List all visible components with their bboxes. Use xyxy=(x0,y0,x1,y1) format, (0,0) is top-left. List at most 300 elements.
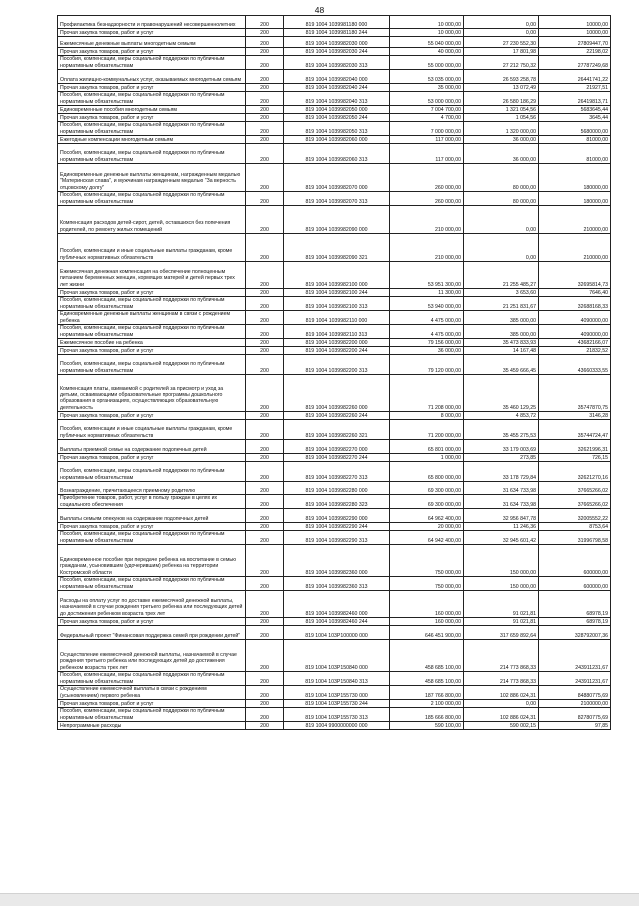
row-name-cell: Единовременные пособия многодетным семьям xyxy=(58,106,246,114)
executed-amount-cell: 32 956 847,78 xyxy=(464,509,539,523)
table-row xyxy=(58,234,611,262)
budget-classification-code-cell: 819 1004 1039982260 244 xyxy=(284,412,390,420)
executed-amount-cell: 590 002,15 xyxy=(464,722,539,730)
table-row xyxy=(58,16,611,29)
admin-code-cell: 200 xyxy=(246,206,284,234)
table-row xyxy=(58,355,611,375)
table-row xyxy=(58,262,611,289)
table-row xyxy=(58,640,611,672)
table-row xyxy=(58,523,611,531)
approved-amount-cell: 11 300,00 xyxy=(390,289,464,297)
table-row xyxy=(58,686,611,700)
admin-code-cell: 200 xyxy=(246,591,284,618)
executed-amount-cell: 0,00 xyxy=(464,206,539,234)
unexecuted-amount-cell: 81000,00 xyxy=(539,136,611,144)
approved-amount-cell: 55 040 000,00 xyxy=(390,37,464,48)
unexecuted-amount-cell: 31996798,58 xyxy=(539,531,611,545)
unexecuted-amount-cell: 5680000,00 xyxy=(539,122,611,136)
executed-amount-cell: 150 000,00 xyxy=(464,545,539,577)
row-name-cell: Пособия, компенсации, меры социальной поддержки по публичным нормативным обязательствам xyxy=(58,92,246,106)
approved-amount-cell: 187 766 800,00 xyxy=(390,686,464,700)
budget-classification-code-cell: 819 1004 1039982110 000 xyxy=(284,311,390,325)
unexecuted-amount-cell: 43660333,55 xyxy=(539,355,611,375)
budget-classification-code-cell: 819 1004 1039982270 000 xyxy=(284,440,390,454)
table-row xyxy=(58,454,611,462)
page-number: 48 xyxy=(314,5,325,15)
table-row xyxy=(58,144,611,164)
row-name-cell: Пособия, компенсации, меры социальной поддержки по публичным нормативным обязательствам xyxy=(58,672,246,686)
table-row xyxy=(58,412,611,420)
unexecuted-amount-cell: 26441741,22 xyxy=(539,70,611,84)
executed-amount-cell: 26 580 186,29 xyxy=(464,92,539,106)
unexecuted-amount-cell: 37665266,02 xyxy=(539,495,611,509)
budget-classification-code-cell: 819 1004 1039982460 000 xyxy=(284,591,390,618)
unexecuted-amount-cell: 600000,00 xyxy=(539,577,611,591)
table-row xyxy=(58,297,611,311)
executed-amount-cell: 21 255 485,27 xyxy=(464,262,539,289)
admin-code-cell: 200 xyxy=(246,412,284,420)
budget-classification-code-cell: 819 1004 1039982050 000 xyxy=(284,106,390,114)
admin-code-cell: 200 xyxy=(246,700,284,708)
unexecuted-amount-cell: 10000,00 xyxy=(539,16,611,29)
unexecuted-amount-cell: 32695814,73 xyxy=(539,262,611,289)
approved-amount-cell: 4 475 000,00 xyxy=(390,325,464,339)
table-body xyxy=(58,16,611,730)
row-name-cell: Профилактика безнадзорности и правонарушений несовершеннолетних xyxy=(58,16,246,29)
scan-bottom-edge xyxy=(0,893,639,906)
executed-amount-cell: 317 659 892,64 xyxy=(464,626,539,640)
row-name-cell: Прочая закупка товаров, работ и услуг xyxy=(58,114,246,122)
budget-classification-code-cell: 819 1004 1039982200 000 xyxy=(284,339,390,347)
budget-execution-table xyxy=(57,15,611,730)
budget-classification-code-cell: 819 1004 1039982260 000 xyxy=(284,375,390,412)
table-row xyxy=(58,206,611,234)
table-row xyxy=(58,347,611,355)
budget-classification-code-cell: 819 1004 1039982040 313 xyxy=(284,92,390,106)
approved-amount-cell: 10 000,00 xyxy=(390,29,464,37)
admin-code-cell: 200 xyxy=(246,375,284,412)
table-row xyxy=(58,56,611,70)
table-row xyxy=(58,577,611,591)
approved-amount-cell: 65 800 000,00 xyxy=(390,462,464,482)
budget-classification-code-cell: 819 1004 103P100000 000 xyxy=(284,626,390,640)
approved-amount-cell: 750 000,00 xyxy=(390,577,464,591)
admin-code-cell: 200 xyxy=(246,440,284,454)
budget-classification-code-cell: 819 1004 1039982090 000 xyxy=(284,206,390,234)
approved-amount-cell: 4 700,00 xyxy=(390,114,464,122)
admin-code-cell: 200 xyxy=(246,164,284,192)
approved-amount-cell: 260 000,00 xyxy=(390,192,464,206)
row-name-cell: Прочая закупка товаров, работ и услуг xyxy=(58,618,246,626)
table-row xyxy=(58,136,611,144)
executed-amount-cell: 35 473 833,93 xyxy=(464,339,539,347)
table-row xyxy=(58,440,611,454)
unexecuted-amount-cell: 43682166,07 xyxy=(539,339,611,347)
unexecuted-amount-cell: 600000,00 xyxy=(539,545,611,577)
row-name-cell: Вознаграждение, причитающееся приемному родителю xyxy=(58,482,246,495)
unexecuted-amount-cell: 180000,00 xyxy=(539,164,611,192)
executed-amount-cell: 17 801,98 xyxy=(464,48,539,56)
unexecuted-amount-cell: 68978,19 xyxy=(539,618,611,626)
admin-code-cell: 200 xyxy=(246,234,284,262)
approved-amount-cell: 646 451 900,00 xyxy=(390,626,464,640)
admin-code-cell: 200 xyxy=(246,577,284,591)
executed-amount-cell: 80 000,00 xyxy=(464,192,539,206)
row-name-cell: Оплата жилищно-коммунальных услуг, оказываемых многодетным семьям xyxy=(58,70,246,84)
approved-amount-cell: 10 000,00 xyxy=(390,16,464,29)
budget-classification-code-cell: 819 1004 1039982030 000 xyxy=(284,37,390,48)
table-row xyxy=(58,192,611,206)
unexecuted-amount-cell: 68978,19 xyxy=(539,591,611,618)
row-name-cell: Пособия, компенсации, меры социальной поддержки по публичным нормативным обязательствам xyxy=(58,462,246,482)
executed-amount-cell: 0,00 xyxy=(464,700,539,708)
unexecuted-amount-cell: 27809447,70 xyxy=(539,37,611,48)
budget-classification-code-cell: 819 1004 1039982260 321 xyxy=(284,420,390,440)
admin-code-cell: 200 xyxy=(246,84,284,92)
table-row xyxy=(58,420,611,440)
budget-classification-code-cell: 819 1004 1039982030 244 xyxy=(284,48,390,56)
admin-code-cell: 200 xyxy=(246,289,284,297)
row-name-cell: Прочая закупка товаров, работ и услуг xyxy=(58,523,246,531)
admin-code-cell: 200 xyxy=(246,523,284,531)
executed-amount-cell: 102 886 024,31 xyxy=(464,708,539,722)
budget-classification-code-cell: 819 1004 1039982270 244 xyxy=(284,454,390,462)
unexecuted-amount-cell: 32621996,31 xyxy=(539,440,611,454)
table-row xyxy=(58,70,611,84)
row-name-cell: Ежегодные компенсации многодетным семьям xyxy=(58,136,246,144)
unexecuted-amount-cell: 21832,52 xyxy=(539,347,611,355)
admin-code-cell: 200 xyxy=(246,297,284,311)
unexecuted-amount-cell: 4090000,00 xyxy=(539,325,611,339)
budget-classification-code-cell: 819 1004 1039982280 000 xyxy=(284,482,390,495)
executed-amount-cell: 36 000,00 xyxy=(464,144,539,164)
approved-amount-cell: 458 685 100,00 xyxy=(390,640,464,672)
admin-code-cell: 200 xyxy=(246,339,284,347)
budget-classification-code-cell: 819 1004 1039982060 313 xyxy=(284,144,390,164)
table-row xyxy=(58,325,611,339)
admin-code-cell: 200 xyxy=(246,495,284,509)
executed-amount-cell: 1 321 054,56 xyxy=(464,106,539,114)
unexecuted-amount-cell: 8753,64 xyxy=(539,523,611,531)
unexecuted-amount-cell: 82780775,69 xyxy=(539,708,611,722)
admin-code-cell: 200 xyxy=(246,144,284,164)
approved-amount-cell: 210 000,00 xyxy=(390,234,464,262)
row-name-cell: Пособия, компенсации, меры социальной поддержки по публичным нормативным обязательствам xyxy=(58,531,246,545)
unexecuted-amount-cell: 84880775,69 xyxy=(539,686,611,700)
budget-classification-code-cell: 819 1004 1039982280 323 xyxy=(284,495,390,509)
row-name-cell: Прочая закупка товаров, работ и услуг xyxy=(58,700,246,708)
unexecuted-amount-cell: 5683645,44 xyxy=(539,106,611,114)
admin-code-cell: 200 xyxy=(246,672,284,686)
executed-amount-cell: 1 054,56 xyxy=(464,114,539,122)
admin-code-cell: 200 xyxy=(246,686,284,700)
admin-code-cell: 200 xyxy=(246,482,284,495)
unexecuted-amount-cell: 726,15 xyxy=(539,454,611,462)
table-row xyxy=(58,84,611,92)
approved-amount-cell: 55 000 000,00 xyxy=(390,56,464,70)
admin-code-cell: 200 xyxy=(246,114,284,122)
row-name-cell: Прочая закупка товаров, работ и услуг xyxy=(58,347,246,355)
executed-amount-cell: 35 455 275,53 xyxy=(464,420,539,440)
executed-amount-cell: 214 773 868,33 xyxy=(464,640,539,672)
unexecuted-amount-cell: 35747870,75 xyxy=(539,375,611,412)
approved-amount-cell: 117 000,00 xyxy=(390,136,464,144)
table-row xyxy=(58,29,611,37)
executed-amount-cell: 4 853,72 xyxy=(464,412,539,420)
executed-amount-cell: 31 634 733,98 xyxy=(464,495,539,509)
approved-amount-cell: 53 951 300,00 xyxy=(390,262,464,289)
executed-amount-cell: 80 000,00 xyxy=(464,164,539,192)
executed-amount-cell: 91 021,81 xyxy=(464,591,539,618)
approved-amount-cell: 160 000,00 xyxy=(390,591,464,618)
row-name-cell: Федеральный проект "Финансовая поддержка семей при рождении детей" xyxy=(58,626,246,640)
row-name-cell: Единовременные денежные выплаты женщинам в связи с рождением ребенка xyxy=(58,311,246,325)
budget-classification-code-cell: 819 1004 1039982100 000 xyxy=(284,262,390,289)
table-row xyxy=(58,48,611,56)
unexecuted-amount-cell: 10000,00 xyxy=(539,29,611,37)
approved-amount-cell: 20 000,00 xyxy=(390,523,464,531)
unexecuted-amount-cell: 32005552,22 xyxy=(539,509,611,523)
row-name-cell: Пособия, компенсации, меры социальной поддержки по публичным нормативным обязательствам xyxy=(58,192,246,206)
budget-classification-code-cell: 819 1004 1039982290 000 xyxy=(284,509,390,523)
executed-amount-cell: 36 000,00 xyxy=(464,136,539,144)
admin-code-cell: 200 xyxy=(246,70,284,84)
executed-amount-cell: 11 246,36 xyxy=(464,523,539,531)
budget-classification-code-cell: 819 1004 1039982460 244 xyxy=(284,618,390,626)
table-row xyxy=(58,289,611,297)
admin-code-cell: 200 xyxy=(246,48,284,56)
budget-classification-code-cell: 819 1004 1039982110 313 xyxy=(284,325,390,339)
approved-amount-cell: 64 942 400,00 xyxy=(390,531,464,545)
row-name-cell: Выплаты семьям опекунов на содержание подопечных детей xyxy=(58,509,246,523)
approved-amount-cell: 117 000,00 xyxy=(390,144,464,164)
unexecuted-amount-cell: 3645,44 xyxy=(539,114,611,122)
table-row xyxy=(58,545,611,577)
budget-classification-code-cell: 819 1004 1039982070 000 xyxy=(284,164,390,192)
admin-code-cell: 200 xyxy=(246,454,284,462)
approved-amount-cell: 4 475 000,00 xyxy=(390,311,464,325)
budget-classification-code-cell: 819 1004 1039981180 000 xyxy=(284,16,390,29)
row-name-cell: Компенсация платы, взимаемой с родителей за присмотр и уход за детьми, осваивающими образовательные программы дошкольного образования в организациях, осуществляющих образовательную деятельность xyxy=(58,375,246,412)
approved-amount-cell: 590 100,00 xyxy=(390,722,464,730)
admin-code-cell: 200 xyxy=(246,192,284,206)
approved-amount-cell: 71 208 000,00 xyxy=(390,375,464,412)
approved-amount-cell: 2 100 000,00 xyxy=(390,700,464,708)
unexecuted-amount-cell: 35744724,47 xyxy=(539,420,611,440)
admin-code-cell: 200 xyxy=(246,347,284,355)
approved-amount-cell: 260 000,00 xyxy=(390,164,464,192)
approved-amount-cell: 64 962 400,00 xyxy=(390,509,464,523)
admin-code-cell: 200 xyxy=(246,92,284,106)
executed-amount-cell: 3 653,60 xyxy=(464,289,539,297)
table-row xyxy=(58,37,611,48)
unexecuted-amount-cell: 2100000,00 xyxy=(539,700,611,708)
admin-code-cell: 200 xyxy=(246,355,284,375)
row-name-cell: Осуществление ежемесячной денежной выплаты, назначаемой в случае рождения третьего ребенка или последующих детей до достижения ребенком возраста трех лет xyxy=(58,640,246,672)
table-row xyxy=(58,531,611,545)
approved-amount-cell: 69 300 000,00 xyxy=(390,482,464,495)
budget-classification-code-cell: 819 1004 1039982060 000 xyxy=(284,136,390,144)
unexecuted-amount-cell: 32688168,33 xyxy=(539,297,611,311)
row-name-cell: Пособия, компенсации, меры социальной поддержки по публичным нормативным обязательствам xyxy=(58,297,246,311)
executed-amount-cell: 91 021,81 xyxy=(464,618,539,626)
row-name-cell: Пособия, компенсации, меры социальной поддержки по публичным нормативным обязательствам xyxy=(58,122,246,136)
row-name-cell: Пособия, компенсации, меры социальной поддержки по публичным нормативным обязательствам xyxy=(58,708,246,722)
admin-code-cell: 200 xyxy=(246,509,284,523)
table-row xyxy=(58,311,611,325)
executed-amount-cell: 385 000,00 xyxy=(464,325,539,339)
row-name-cell: Пособия, компенсации, меры социальной поддержки по публичным нормативным обязательствам xyxy=(58,325,246,339)
approved-amount-cell: 69 300 000,00 xyxy=(390,495,464,509)
row-name-cell: Непрограммные расходы xyxy=(58,722,246,730)
unexecuted-amount-cell: 243911231,67 xyxy=(539,672,611,686)
row-name-cell: Прочая закупка товаров, работ и услуг xyxy=(58,84,246,92)
executed-amount-cell: 0,00 xyxy=(464,234,539,262)
executed-amount-cell: 32 945 601,42 xyxy=(464,531,539,545)
unexecuted-amount-cell: 26419813,71 xyxy=(539,92,611,106)
executed-amount-cell: 150 000,00 xyxy=(464,577,539,591)
budget-classification-code-cell: 819 1004 1039981180 244 xyxy=(284,29,390,37)
budget-classification-code-cell: 819 1004 103P150840 313 xyxy=(284,672,390,686)
admin-code-cell: 200 xyxy=(246,325,284,339)
unexecuted-amount-cell: 3146,28 xyxy=(539,412,611,420)
executed-amount-cell: 0,00 xyxy=(464,29,539,37)
executed-amount-cell: 21 251 831,67 xyxy=(464,297,539,311)
budget-classification-code-cell: 819 1004 1039982100 244 xyxy=(284,289,390,297)
executed-amount-cell: 27 230 552,30 xyxy=(464,37,539,48)
row-name-cell: Прочая закупка товаров, работ и услуг xyxy=(58,48,246,56)
executed-amount-cell: 214 773 868,33 xyxy=(464,672,539,686)
approved-amount-cell: 185 666 800,00 xyxy=(390,708,464,722)
unexecuted-amount-cell: 97,85 xyxy=(539,722,611,730)
table-row xyxy=(58,164,611,192)
table-row xyxy=(58,591,611,618)
row-name-cell: Пособия, компенсации и иные социальные выплаты гражданам, кроме публичных нормативных обязательств xyxy=(58,420,246,440)
unexecuted-amount-cell: 22198,02 xyxy=(539,48,611,56)
unexecuted-amount-cell: 243911231,67 xyxy=(539,640,611,672)
admin-code-cell: 200 xyxy=(246,16,284,29)
executed-amount-cell: 273,85 xyxy=(464,454,539,462)
budget-classification-code-cell: 819 1004 1039982200 244 xyxy=(284,347,390,355)
row-name-cell: Выплаты приемной семье на содержание подопечных детей xyxy=(58,440,246,454)
row-name-cell: Приобретение товаров, работ, услуг в пользу граждан в целях их социального обеспечения xyxy=(58,495,246,509)
budget-classification-code-cell: 819 1004 1039982270 313 xyxy=(284,462,390,482)
approved-amount-cell: 7 000 000,00 xyxy=(390,122,464,136)
table-row xyxy=(58,722,611,730)
admin-code-cell: 200 xyxy=(246,462,284,482)
table-row xyxy=(58,626,611,640)
executed-amount-cell: 33 179 003,69 xyxy=(464,440,539,454)
row-name-cell: Пособия, компенсации, меры социальной поддержки по публичным нормативным обязательствам xyxy=(58,144,246,164)
executed-amount-cell: 35 459 666,45 xyxy=(464,355,539,375)
budget-classification-code-cell: 819 1004 103P155730 000 xyxy=(284,686,390,700)
approved-amount-cell: 8 000,00 xyxy=(390,412,464,420)
executed-amount-cell: 14 167,48 xyxy=(464,347,539,355)
budget-classification-code-cell: 819 1004 1039982290 313 xyxy=(284,531,390,545)
executed-amount-cell: 13 072,49 xyxy=(464,84,539,92)
executed-amount-cell: 0,00 xyxy=(464,16,539,29)
row-name-cell: Прочая закупка товаров, работ и услуг xyxy=(58,289,246,297)
budget-classification-code-cell: 819 1004 9900000000 000 xyxy=(284,722,390,730)
executed-amount-cell: 33 178 729,84 xyxy=(464,462,539,482)
budget-classification-code-cell: 819 1004 1039982290 244 xyxy=(284,523,390,531)
admin-code-cell: 200 xyxy=(246,618,284,626)
table-row xyxy=(58,375,611,412)
admin-code-cell: 200 xyxy=(246,708,284,722)
admin-code-cell: 200 xyxy=(246,420,284,440)
row-name-cell: Осуществление ежемесячной выплаты в связи с рождением (усыновлением) первого ребенка xyxy=(58,686,246,700)
admin-code-cell: 200 xyxy=(246,640,284,672)
admin-code-cell: 200 xyxy=(246,37,284,48)
row-name-cell: Расходы на оплату услуг по доставке ежемесячной денежной выплаты, назначаемой в случае рождения третьего ребенка или последующих детей до достижения ребенком возраста трех лет xyxy=(58,591,246,618)
table-row xyxy=(58,708,611,722)
admin-code-cell: 200 xyxy=(246,56,284,70)
budget-classification-code-cell: 819 1004 1039982070 313 xyxy=(284,192,390,206)
approved-amount-cell: 210 000,00 xyxy=(390,206,464,234)
row-name-cell: Единовременные денежные выплаты женщинам, награжденным медалью "Материнская слава", и мужчинам награжденным медалью "За верность отцовскому долгу" xyxy=(58,164,246,192)
approved-amount-cell: 79 156 000,00 xyxy=(390,339,464,347)
admin-code-cell: 200 xyxy=(246,311,284,325)
budget-classification-code-cell: 819 1004 1039982360 000 xyxy=(284,545,390,577)
row-name-cell: Ежемесячное пособие на ребенка xyxy=(58,339,246,347)
approved-amount-cell: 7 004 700,00 xyxy=(390,106,464,114)
admin-code-cell: 200 xyxy=(246,626,284,640)
admin-code-cell: 200 xyxy=(246,106,284,114)
approved-amount-cell: 750 000,00 xyxy=(390,545,464,577)
table-row xyxy=(58,92,611,106)
row-name-cell: Прочая закупка товаров, работ и услуг xyxy=(58,412,246,420)
row-name-cell: Пособия, компенсации и иные социальные выплаты гражданам, кроме публичных нормативных обязательств xyxy=(58,234,246,262)
admin-code-cell: 200 xyxy=(246,545,284,577)
unexecuted-amount-cell: 4090000,00 xyxy=(539,311,611,325)
row-name-cell: Ежемесячные денежные выплаты многодетным семьям xyxy=(58,37,246,48)
budget-classification-code-cell: 819 1004 1039982040 000 xyxy=(284,70,390,84)
approved-amount-cell: 1 000,00 xyxy=(390,454,464,462)
table-row xyxy=(58,106,611,114)
budget-classification-code-cell: 819 1004 1039982030 313 xyxy=(284,56,390,70)
admin-code-cell: 200 xyxy=(246,136,284,144)
row-name-cell: Ежемесячная денежная компенсация на обеспечение полноценным питанием беременных женщин, кормящих матерей и детей первых трех лет жизни xyxy=(58,262,246,289)
unexecuted-amount-cell: 81000,00 xyxy=(539,144,611,164)
budget-classification-code-cell: 819 1004 103P155730 313 xyxy=(284,708,390,722)
approved-amount-cell: 53 940 000,00 xyxy=(390,297,464,311)
approved-amount-cell: 79 120 000,00 xyxy=(390,355,464,375)
table-row xyxy=(58,122,611,136)
row-name-cell: Единовременное пособие при передаче ребенка на воспитание в семью гражданам, усыновившим (удочерившим) ребенка на территории Костромской области xyxy=(58,545,246,577)
approved-amount-cell: 36 000,00 xyxy=(390,347,464,355)
approved-amount-cell: 65 801 000,00 xyxy=(390,440,464,454)
budget-classification-code-cell: 819 1004 1039982360 313 xyxy=(284,577,390,591)
approved-amount-cell: 53 000 000,00 xyxy=(390,92,464,106)
table-row xyxy=(58,495,611,509)
budget-classification-code-cell: 819 1004 1039982050 244 xyxy=(284,114,390,122)
approved-amount-cell: 160 000,00 xyxy=(390,618,464,626)
executed-amount-cell: 35 460 129,25 xyxy=(464,375,539,412)
admin-code-cell: 200 xyxy=(246,29,284,37)
unexecuted-amount-cell: 32621270,16 xyxy=(539,462,611,482)
admin-code-cell: 200 xyxy=(246,722,284,730)
approved-amount-cell: 458 685 100,00 xyxy=(390,672,464,686)
unexecuted-amount-cell: 210000,00 xyxy=(539,206,611,234)
executed-amount-cell: 385 000,00 xyxy=(464,311,539,325)
admin-code-cell: 200 xyxy=(246,262,284,289)
budget-classification-code-cell: 819 1004 1039982050 313 xyxy=(284,122,390,136)
budget-classification-code-cell: 819 1004 103P150840 000 xyxy=(284,640,390,672)
table-row xyxy=(58,339,611,347)
budget-classification-code-cell: 819 1004 1039982090 321 xyxy=(284,234,390,262)
unexecuted-amount-cell: 180000,00 xyxy=(539,192,611,206)
table-row xyxy=(58,114,611,122)
